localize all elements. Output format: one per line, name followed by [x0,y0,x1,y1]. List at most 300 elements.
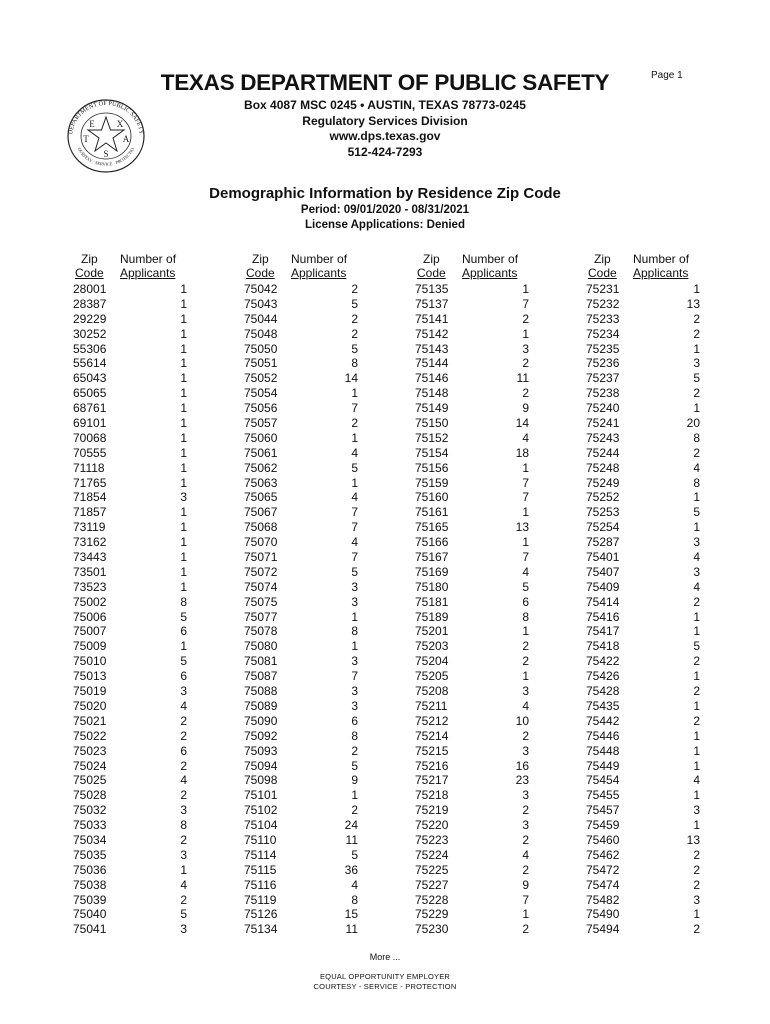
applicant-count-cell: 1 [693,624,700,639]
applicant-count-cell: 2 [351,743,358,758]
applicant-count-cell: 1 [180,579,187,594]
zip-code-cell: 29229 [73,311,107,326]
table-row [244,818,362,833]
applicant-count-cell: 4 [351,877,358,892]
zip-code-cell: 75409 [586,579,620,594]
zip-code-cell: 75092 [244,728,278,743]
applicant-count-cell: 5 [351,341,358,356]
zip-code-cell: 75428 [586,684,620,699]
applicant-count-cell: 2 [693,713,700,728]
applicant-count-cell: 5 [180,654,187,669]
table-row [244,565,362,580]
count-header-line-1: Number of [462,252,519,266]
zip-header-line-1: Zip [594,252,611,266]
applicant-count-cell: 7 [522,550,529,565]
table-row [415,461,533,476]
table-row [244,654,362,669]
count-header-line-2: Applicants [291,266,347,280]
zip-code-cell: 75161 [415,505,449,520]
applicant-count-cell: 5 [522,579,529,594]
zip-code-cell: 75022 [73,728,107,743]
zip-code-cell: 75044 [244,311,278,326]
applicant-count-cell: 2 [693,922,700,937]
table-row [586,848,704,863]
table-row [244,684,362,699]
applicant-count-cell: 1 [180,416,187,431]
applicant-count-cell: 2 [693,847,700,862]
zip-code-cell: 75160 [415,490,449,505]
applicant-count-cell: 13 [686,832,700,847]
applicant-count-cell: 1 [180,505,187,520]
table-row [244,550,362,565]
applicant-count-cell: 1 [693,669,700,684]
zip-code-cell: 75065 [244,490,278,505]
applicant-count-cell: 1 [522,907,529,922]
zip-code-cell: 75101 [244,788,278,803]
applicant-count-cell: 3 [351,654,358,669]
table-row [415,490,533,505]
applicant-count-cell: 1 [180,296,187,311]
table-row [73,639,191,654]
zip-code-cell: 75038 [73,877,107,892]
zip-code-cell: 75416 [586,609,620,624]
table-row [244,699,362,714]
applicant-count-cell: 2 [351,803,358,818]
zip-code-cell: 75089 [244,698,278,713]
applicant-count-cell: 2 [180,728,187,743]
zip-code-cell: 75435 [586,698,620,713]
applicant-count-cell: 8 [180,594,187,609]
applicant-count-cell: 1 [351,386,358,401]
applicant-count-cell: 5 [693,371,700,386]
applicant-count-cell: 5 [351,460,358,475]
table-row [73,922,191,937]
table-row [244,744,362,759]
applicant-count-cell: 2 [693,594,700,609]
table-row [73,848,191,863]
applicant-count-cell: 7 [522,892,529,907]
zip-code-cell: 75214 [415,728,449,743]
zip-code-cell: 75068 [244,520,278,535]
applicant-count-cell: 1 [351,609,358,624]
applicant-count-cell: 2 [522,356,529,371]
table-row [586,535,704,550]
table-row [586,818,704,833]
applicant-count-cell: 14 [515,416,529,431]
applicant-count-cell: 4 [351,535,358,550]
table-row [586,922,704,937]
zip-code-cell: 75460 [586,832,620,847]
table-row [73,520,191,535]
seal-letter-x: X [116,119,124,129]
zip-code-cell: 75040 [73,907,107,922]
table-row [73,580,191,595]
applicant-count-cell: 7 [351,669,358,684]
zip-code-cell: 55306 [73,341,107,356]
table-row [415,759,533,774]
zip-code-cell: 75165 [415,520,449,535]
table-row [586,476,704,491]
agency-website: www.dps.texas.gov [329,129,441,143]
table-row [73,714,191,729]
applicant-count-cell: 1 [693,609,700,624]
agency-address: Box 4087 MSC 0245 • AUSTIN, TEXAS 78773-0245 [244,98,526,112]
table-row [415,595,533,610]
zip-code-cell: 71857 [73,505,107,520]
applicant-count-cell: 1 [180,401,187,416]
zip-code-cell: 75039 [73,892,107,907]
zip-code-cell: 75219 [415,803,449,818]
zip-code-cell: 75418 [586,639,620,654]
zip-code-cell: 75235 [586,341,620,356]
zip-code-cell: 75204 [415,654,449,669]
applicant-count-cell: 4 [693,773,700,788]
table-row [73,476,191,491]
zip-code-cell: 75020 [73,698,107,713]
applicant-count-cell: 4 [351,490,358,505]
zip-code-cell: 75459 [586,818,620,833]
table-row [244,431,362,446]
zip-code-cell: 75217 [415,773,449,788]
applicant-count-cell: 1 [180,564,187,579]
zip-code-cell: 69101 [73,416,107,431]
report-period: Period: 09/01/2020 - 08/31/2021 [300,204,470,216]
applicant-count-cell: 2 [522,862,529,877]
table-row [586,595,704,610]
table-row [244,520,362,535]
table-row [415,342,533,357]
applicant-count-cell: 3 [180,684,187,699]
table-row [415,386,533,401]
applicant-count-cell: 1 [693,758,700,773]
zip-code-cell: 75115 [244,862,277,877]
applicant-count-cell: 1 [180,341,187,356]
applicant-count-cell: 1 [180,550,187,565]
zip-code-cell: 75249 [586,475,620,490]
zip-code-cell: 75114 [244,847,277,862]
applicant-count-cell: 2 [180,788,187,803]
table-row [415,699,533,714]
table-row [586,327,704,342]
zip-code-cell: 75088 [244,684,278,699]
applicant-count-cell: 1 [693,728,700,743]
table-row [415,684,533,699]
applicant-count-cell: 13 [686,296,700,311]
zip-code-cell: 75240 [586,401,620,416]
table-row [244,461,362,476]
table-row [415,550,533,565]
zip-code-cell: 75494 [586,922,620,937]
zip-code-cell: 75253 [586,505,620,520]
zip-code-cell: 75041 [73,922,107,937]
table-row [244,490,362,505]
zip-code-cell: 73523 [73,579,107,594]
table-row [415,431,533,446]
applicant-count-cell: 1 [180,356,187,371]
column-header [244,252,362,282]
zip-code-cell: 75216 [415,758,449,773]
zip-code-cell: 75236 [586,356,620,371]
column-header [73,252,191,282]
table-row [244,833,362,848]
table-row [586,401,704,416]
zip-code-cell: 75077 [244,609,278,624]
table-row [586,490,704,505]
zip-code-cell: 75234 [586,326,620,341]
applicant-count-cell: 7 [522,296,529,311]
zip-code-cell: 75472 [586,862,620,877]
table-row [415,401,533,416]
applicant-count-cell: 36 [344,862,358,877]
zip-code-cell: 75024 [73,758,107,773]
zip-code-cell: 75090 [244,713,278,728]
table-row [586,714,704,729]
applicant-count-cell: 7 [522,475,529,490]
zip-code-cell: 75009 [73,639,107,654]
zip-code-cell: 75094 [244,758,278,773]
applicant-count-cell: 1 [522,460,529,475]
applicant-count-cell: 15 [344,907,358,922]
zip-code-cell: 75287 [586,535,620,550]
table-row [73,490,191,505]
zip-header-line-2: Code [75,266,104,280]
seal-bottom-text: OURTESY · SERVICE · PROTECTIO [76,146,136,167]
table-row [73,624,191,639]
count-header-line-2: Applicants [462,266,518,280]
table-row [73,654,191,669]
applicant-count-cell: 3 [522,788,529,803]
zip-code-cell: 75241 [586,416,620,431]
zip-code-cell: 75071 [244,550,278,565]
table-row [73,535,191,550]
table-row [73,729,191,744]
applicant-count-cell: 1 [693,788,700,803]
zip-code-cell: 75098 [244,773,278,788]
zip-code-cell: 75146 [415,371,449,386]
applicant-count-cell: 3 [522,743,529,758]
table-row [244,669,362,684]
zip-code-cell: 75180 [415,579,449,594]
applicant-count-cell: 2 [522,654,529,669]
table-row [586,878,704,893]
applicant-count-cell: 2 [693,326,700,341]
zip-code-cell: 75220 [415,818,449,833]
applicant-count-cell: 3 [351,698,358,713]
table-row [415,535,533,550]
applicant-count-cell: 4 [693,550,700,565]
applicant-count-cell: 2 [693,684,700,699]
applicant-count-cell: 11 [345,832,358,847]
count-header-line-2: Applicants [120,266,176,280]
table-row [73,773,191,788]
zip-code-cell: 75232 [586,296,620,311]
applicant-count-cell: 2 [522,311,529,326]
table-row [586,654,704,669]
table-row [586,684,704,699]
table-row [586,639,704,654]
zip-code-cell: 75142 [415,326,449,341]
zip-code-cell: 70555 [73,445,107,460]
zip-code-cell: 75189 [415,609,449,624]
table-row [244,535,362,550]
applicant-count-cell: 4 [522,564,529,579]
applicant-count-cell: 4 [522,430,529,445]
applicant-count-cell: 1 [180,639,187,654]
zip-code-cell: 75474 [586,877,620,892]
table-row [586,461,704,476]
applicant-count-cell: 5 [351,564,358,579]
zip-code-cell: 75021 [73,713,107,728]
dps-seal-logo [62,95,150,175]
table-row [73,282,191,297]
applicant-count-cell: 1 [180,862,187,877]
applicant-count-cell: 2 [693,311,700,326]
applicant-count-cell: 4 [693,460,700,475]
zip-code-cell: 75254 [586,520,620,535]
table-row [415,654,533,669]
applicant-count-cell: 1 [522,326,529,341]
zip-code-cell: 73501 [73,564,107,579]
applicant-count-cell: 1 [351,475,358,490]
table-row [244,312,362,327]
applicant-count-cell: 1 [522,505,529,520]
zip-code-cell: 75148 [415,386,449,401]
zip-code-cell: 75025 [73,773,107,788]
applicant-count-cell: 1 [180,445,187,460]
zip-code-cell: 75233 [586,311,620,326]
table-row [73,699,191,714]
zip-code-cell: 73162 [73,535,107,550]
zip-code-cell: 75414 [586,594,620,609]
table-row [244,282,362,297]
report-title: Demographic Information by Residence Zip Code [209,185,561,202]
zip-code-cell: 75013 [73,669,107,684]
zip-code-cell: 75490 [586,907,620,922]
applicant-count-cell: 4 [351,445,358,460]
table-row [244,759,362,774]
table-row [586,312,704,327]
table-row [415,520,533,535]
table-row [73,550,191,565]
table-row [415,356,533,371]
table-row [73,431,191,446]
applicant-count-cell: 4 [522,847,529,862]
applicant-count-cell: 5 [693,505,700,520]
applicant-count-cell: 1 [693,907,700,922]
zip-code-cell: 75166 [415,535,449,550]
zip-code-cell: 75006 [73,609,107,624]
applicant-count-cell: 3 [180,490,187,505]
applicant-count-cell: 1 [693,490,700,505]
zip-code-cell: 75442 [586,713,620,728]
table-row [244,848,362,863]
applicant-count-cell: 2 [351,282,358,296]
zip-code-cell: 75212 [415,713,449,728]
table-row [73,565,191,580]
applicant-count-cell: 1 [693,743,700,758]
table-row [244,297,362,312]
zip-code-cell: 65043 [73,371,107,386]
applicant-count-cell: 7 [351,550,358,565]
applicant-count-cell: 2 [180,832,187,847]
table-row [586,371,704,386]
applicant-count-cell: 2 [351,326,358,341]
zip-code-cell: 75032 [73,803,107,818]
applicant-count-cell: 7 [351,520,358,535]
table-row [586,431,704,446]
zip-header-line-1: Zip [423,252,440,266]
applicant-count-cell: 2 [522,832,529,847]
column-header [586,252,704,282]
zip-code-cell: 75052 [244,371,278,386]
applicant-count-cell: 2 [180,758,187,773]
zip-code-cell: 75230 [415,922,449,937]
zip-code-cell: 75060 [244,430,278,445]
table-row [244,416,362,431]
applicant-count-cell: 1 [180,311,187,326]
zip-code-cell: 75203 [415,639,449,654]
applicant-count-cell: 2 [522,728,529,743]
report-subtitle: License Applications: Denied [305,219,465,231]
table-row [244,595,362,610]
table-row [73,893,191,908]
table-row [244,386,362,401]
zip-code-cell: 75057 [244,416,278,431]
zip-code-cell: 75110 [244,832,277,847]
zip-code-cell: 75081 [244,654,278,669]
zip-code-cell: 75446 [586,728,620,743]
zip-code-cell: 75137 [415,296,449,311]
count-header-line-1: Number of [633,252,690,266]
table-row [415,327,533,342]
zip-code-cell: 75482 [586,892,620,907]
applicant-count-cell: 1 [180,430,187,445]
zip-code-cell: 30252 [73,326,107,341]
seal-letter-s: S [103,149,109,159]
table-row [586,520,704,535]
table-row [73,907,191,922]
applicant-count-cell: 2 [693,445,700,460]
zip-code-cell: 75225 [415,862,449,877]
table-row [586,788,704,803]
table-row [73,684,191,699]
zip-code-cell: 75154 [415,445,449,460]
applicant-count-cell: 1 [351,639,358,654]
zip-code-cell: 75087 [244,669,278,684]
table-row [415,922,533,937]
table-row [415,803,533,818]
applicant-count-cell: 9 [351,773,358,788]
applicant-count-cell: 13 [515,520,529,535]
table-row [73,610,191,625]
applicant-count-cell: 11 [516,371,529,386]
zip-code-cell: 75119 [244,892,277,907]
table-row [586,282,704,297]
table-row [586,356,704,371]
zip-code-cell: 75244 [586,445,620,460]
table-row [415,476,533,491]
applicant-count-cell: 2 [180,713,187,728]
zip-code-cell: 75067 [244,505,278,520]
applicant-count-cell: 2 [522,922,529,937]
zip-code-cell: 73119 [73,520,106,535]
applicant-count-cell: 2 [522,386,529,401]
zip-code-cell: 75238 [586,386,620,401]
zip-code-cell: 75050 [244,341,278,356]
table-row [73,878,191,893]
table-row [244,729,362,744]
zip-code-cell: 75034 [73,832,107,847]
